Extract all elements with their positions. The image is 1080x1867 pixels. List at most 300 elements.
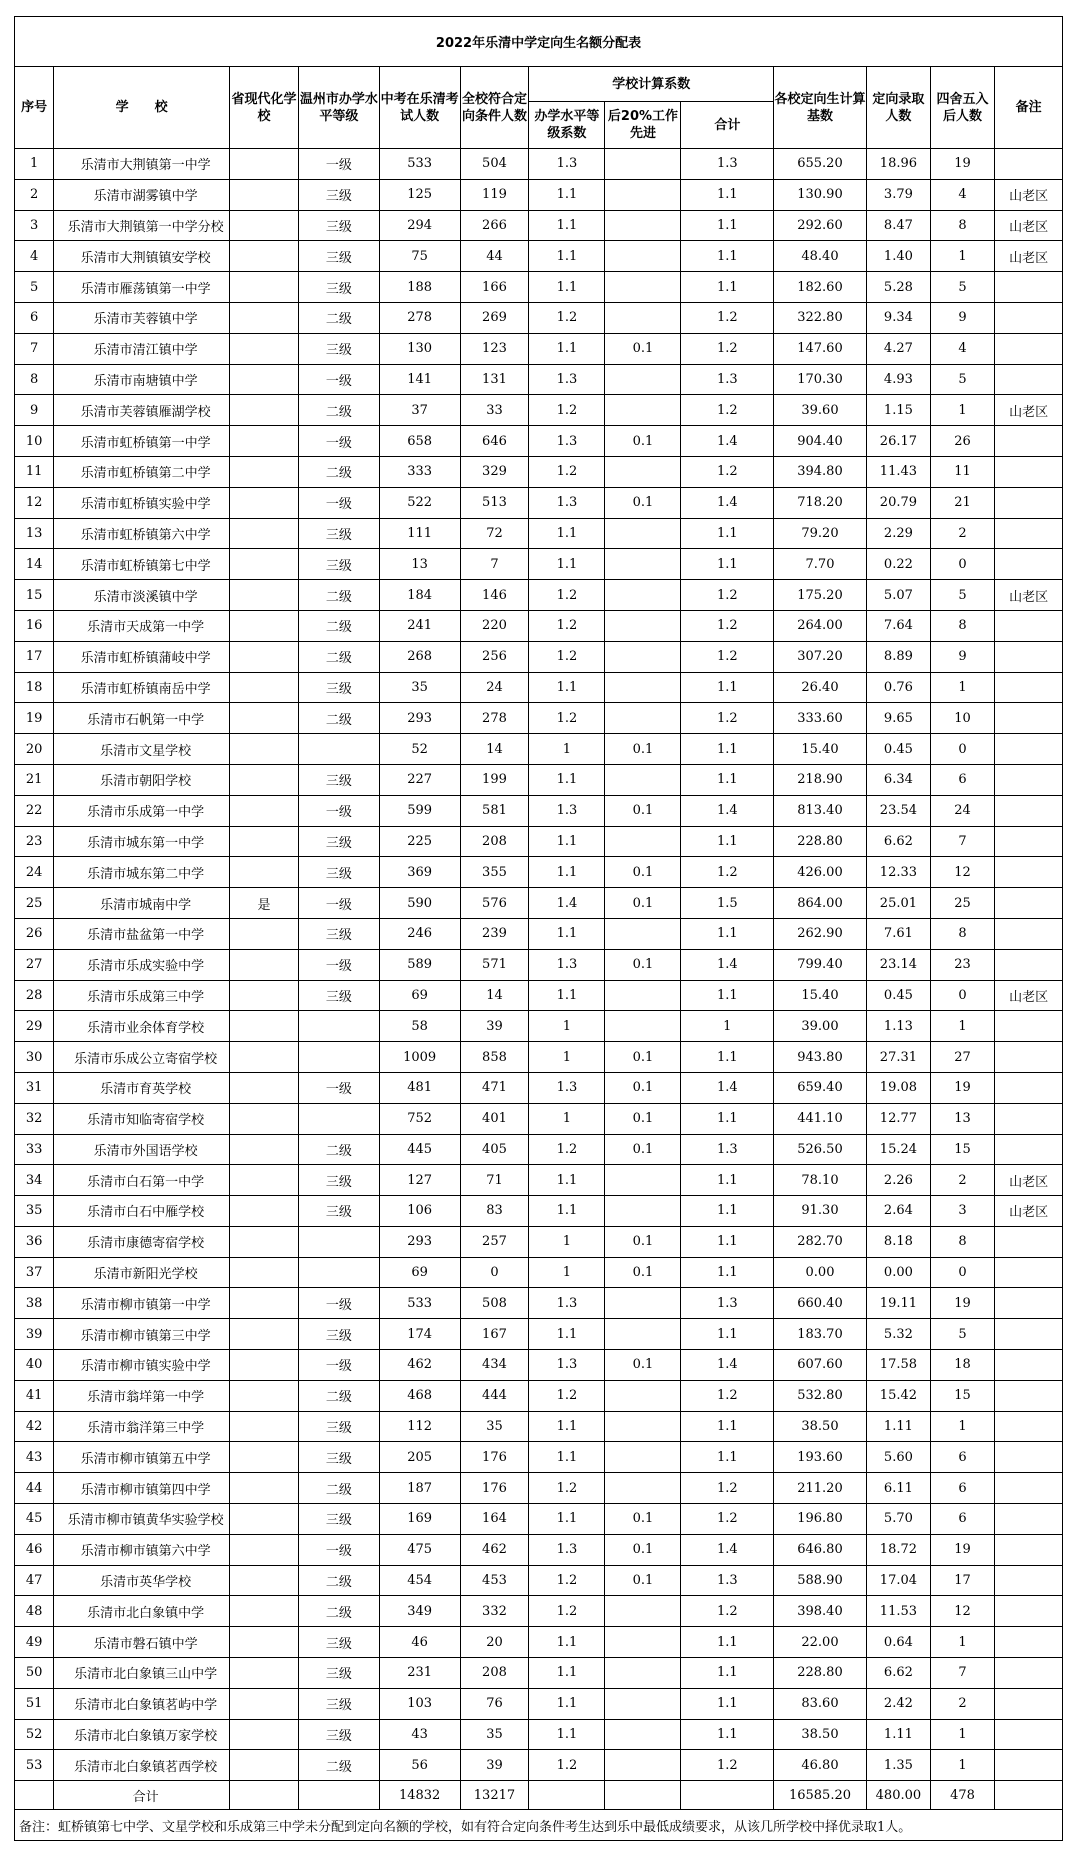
table-row (15, 703, 1063, 734)
cell-remark (995, 364, 1063, 395)
cell-coef-total: 1.2 (681, 580, 774, 611)
cell-remark (995, 1473, 1063, 1504)
cell-bottom20 (605, 1165, 681, 1196)
cell-admit: 2.26 (866, 1165, 930, 1196)
cell-admit: 2.29 (866, 518, 930, 549)
cell-school: 乐清市清江镇中学 (54, 333, 230, 364)
cell-base: 193.60 (774, 1442, 867, 1473)
cell-eligible: 269 (460, 302, 529, 333)
cell-level: 三级 (298, 549, 379, 580)
cell-level-coef: 1.2 (529, 580, 605, 611)
table-row (15, 1442, 1063, 1473)
cell-index: 31 (15, 1072, 54, 1103)
cell-exam-count: 35 (379, 672, 460, 703)
cell-bottom20 (605, 1319, 681, 1350)
table-row (15, 210, 1063, 241)
cell-rounded: 1 (930, 241, 994, 272)
cell-exam-count: 43 (379, 1719, 460, 1750)
cell-rounded: 1 (930, 1011, 994, 1042)
cell-coef-total: 1.4 (681, 1534, 774, 1565)
cell-remark (995, 1319, 1063, 1350)
total-empty-cell (605, 1781, 681, 1810)
cell-level-coef: 1 (529, 1042, 605, 1073)
cell-exam-count: 184 (379, 580, 460, 611)
cell-index: 7 (15, 333, 54, 364)
cell-school: 乐清市虹桥镇第六中学 (54, 518, 230, 549)
cell-base: 228.80 (774, 826, 867, 857)
cell-level: 三级 (298, 210, 379, 241)
cell-level: 二级 (298, 610, 379, 641)
cell-bottom20 (605, 1011, 681, 1042)
cell-rounded: 1 (930, 1411, 994, 1442)
cell-bottom20 (605, 703, 681, 734)
cell-level-coef: 1.3 (529, 1288, 605, 1319)
cell-rounded: 25 (930, 888, 994, 919)
cell-admit: 0.00 (866, 1257, 930, 1288)
cell-level-coef: 1.1 (529, 764, 605, 795)
cell-index: 26 (15, 918, 54, 949)
cell-provincial (230, 1565, 299, 1596)
cell-coef-total: 1.2 (681, 1380, 774, 1411)
cell-school: 乐清市湖雾镇中学 (54, 179, 230, 210)
cell-base: 15.40 (774, 734, 867, 765)
table-row (15, 1103, 1063, 1134)
cell-provincial: 是 (230, 888, 299, 919)
cell-admit: 23.14 (866, 949, 930, 980)
cell-level-coef: 1.3 (529, 149, 605, 180)
header-admit: 定向录取人数 (866, 67, 930, 149)
table-row (15, 949, 1063, 980)
cell-level-coef: 1.1 (529, 1165, 605, 1196)
cell-remark: 山老区 (995, 1165, 1063, 1196)
cell-eligible: 76 (460, 1688, 529, 1719)
cell-level: 三级 (298, 518, 379, 549)
cell-bottom20 (605, 210, 681, 241)
cell-admit: 27.31 (866, 1042, 930, 1073)
cell-school: 乐清市虹桥镇南岳中学 (54, 672, 230, 703)
cell-eligible: 239 (460, 918, 529, 949)
cell-coef-total: 1.1 (681, 1165, 774, 1196)
cell-rounded: 4 (930, 333, 994, 364)
cell-school: 乐清市盐盆第一中学 (54, 918, 230, 949)
cell-bottom20 (605, 1288, 681, 1319)
cell-base: 39.60 (774, 395, 867, 426)
cell-level-coef: 1.1 (529, 241, 605, 272)
cell-remark (995, 1011, 1063, 1042)
cell-rounded: 6 (930, 764, 994, 795)
cell-level-coef: 1.1 (529, 1627, 605, 1658)
cell-eligible: 513 (460, 487, 529, 518)
cell-bottom20: 0.1 (605, 1350, 681, 1381)
table-row (15, 364, 1063, 395)
cell-base: 813.40 (774, 795, 867, 826)
table-row (15, 1165, 1063, 1196)
cell-index: 42 (15, 1411, 54, 1442)
cell-admit: 19.11 (866, 1288, 930, 1319)
cell-school: 乐清市天成第一中学 (54, 610, 230, 641)
cell-bottom20 (605, 1750, 681, 1781)
cell-rounded: 18 (930, 1350, 994, 1381)
cell-base: 398.40 (774, 1596, 867, 1627)
cell-provincial (230, 272, 299, 303)
cell-bottom20: 0.1 (605, 1072, 681, 1103)
cell-exam-count: 75 (379, 241, 460, 272)
cell-rounded: 4 (930, 179, 994, 210)
cell-school: 乐清市乐成公立寄宿学校 (54, 1042, 230, 1073)
cell-level-coef: 1.1 (529, 1196, 605, 1227)
cell-base: 170.30 (774, 364, 867, 395)
table-row (15, 149, 1063, 180)
cell-school: 乐清市大荆镇第一中学分校 (54, 210, 230, 241)
cell-level: 三级 (298, 179, 379, 210)
cell-coef-total: 1.1 (681, 210, 774, 241)
cell-eligible: 72 (460, 518, 529, 549)
table-row (15, 1719, 1063, 1750)
cell-level (298, 1226, 379, 1257)
cell-school: 乐清市文星学校 (54, 734, 230, 765)
cell-coef-total: 1.2 (681, 395, 774, 426)
cell-exam-count: 169 (379, 1504, 460, 1535)
cell-base: 607.60 (774, 1350, 867, 1381)
cell-remark (995, 456, 1063, 487)
cell-rounded: 17 (930, 1565, 994, 1596)
cell-base: 196.80 (774, 1504, 867, 1535)
cell-provincial (230, 149, 299, 180)
cell-admit: 15.42 (866, 1380, 930, 1411)
cell-school: 乐清市南塘镇中学 (54, 364, 230, 395)
cell-level-coef: 1.1 (529, 518, 605, 549)
header-eligible: 全校符合定向条件人数 (460, 67, 529, 149)
cell-exam-count: 69 (379, 980, 460, 1011)
cell-school: 乐清市城东第二中学 (54, 857, 230, 888)
cell-remark: 山老区 (995, 210, 1063, 241)
cell-coef-total: 1.3 (681, 1565, 774, 1596)
cell-level: 三级 (298, 241, 379, 272)
cell-level: 三级 (298, 672, 379, 703)
cell-eligible: 453 (460, 1565, 529, 1596)
cell-bottom20 (605, 1411, 681, 1442)
cell-index: 22 (15, 795, 54, 826)
cell-level: 一级 (298, 487, 379, 518)
cell-coef-total: 1.4 (681, 426, 774, 457)
cell-remark (995, 1565, 1063, 1596)
cell-eligible: 462 (460, 1534, 529, 1565)
cell-level (298, 1257, 379, 1288)
cell-base: 130.90 (774, 179, 867, 210)
cell-index: 20 (15, 734, 54, 765)
cell-coef-total: 1.4 (681, 795, 774, 826)
cell-level-coef: 1.1 (529, 1442, 605, 1473)
cell-level-coef: 1.2 (529, 302, 605, 333)
cell-index: 11 (15, 456, 54, 487)
cell-level: 一级 (298, 1350, 379, 1381)
cell-admit: 0.76 (866, 672, 930, 703)
table-row (15, 333, 1063, 364)
cell-bottom20: 0.1 (605, 1257, 681, 1288)
cell-exam-count: 58 (379, 1011, 460, 1042)
cell-level-coef: 1.3 (529, 364, 605, 395)
cell-level-coef: 1.2 (529, 456, 605, 487)
cell-provincial (230, 641, 299, 672)
cell-school: 乐清市白石中雁学校 (54, 1196, 230, 1227)
cell-eligible: 332 (460, 1596, 529, 1627)
table-row (15, 1565, 1063, 1596)
cell-base: 228.80 (774, 1658, 867, 1689)
cell-remark (995, 272, 1063, 303)
table-row (15, 1658, 1063, 1689)
cell-eligible: 123 (460, 333, 529, 364)
cell-level: 二级 (298, 456, 379, 487)
cell-rounded: 2 (930, 1165, 994, 1196)
cell-index: 12 (15, 487, 54, 518)
cell-coef-total: 1.1 (681, 1627, 774, 1658)
cell-bottom20 (605, 302, 681, 333)
cell-provincial (230, 764, 299, 795)
cell-remark (995, 487, 1063, 518)
cell-provincial (230, 426, 299, 457)
cell-coef-total: 1.1 (681, 518, 774, 549)
cell-level-coef: 1.1 (529, 1504, 605, 1535)
cell-level: 三级 (298, 333, 379, 364)
header-remark: 备注 (995, 67, 1063, 149)
cell-index: 14 (15, 549, 54, 580)
table-row (15, 888, 1063, 919)
cell-rounded: 12 (930, 1596, 994, 1627)
cell-remark: 山老区 (995, 179, 1063, 210)
cell-base: 646.80 (774, 1534, 867, 1565)
cell-index: 3 (15, 210, 54, 241)
cell-school: 乐清市业余体育学校 (54, 1011, 230, 1042)
cell-index: 21 (15, 764, 54, 795)
cell-school: 乐清市柳市镇第三中学 (54, 1319, 230, 1350)
cell-exam-count: 106 (379, 1196, 460, 1227)
cell-coef-total: 1.1 (681, 179, 774, 210)
cell-level-coef: 1.1 (529, 210, 605, 241)
cell-index: 41 (15, 1380, 54, 1411)
header-coef-group: 学校计算系数 (529, 67, 774, 102)
header-base: 各校定向生计算基数 (774, 67, 867, 149)
header-bottom20: 后20%工作先进 (605, 102, 681, 149)
cell-admit: 7.61 (866, 918, 930, 949)
cell-provincial (230, 549, 299, 580)
cell-index: 23 (15, 826, 54, 857)
cell-level-coef: 1.2 (529, 703, 605, 734)
cell-base: 264.00 (774, 610, 867, 641)
cell-level: 三级 (298, 918, 379, 949)
cell-bottom20: 0.1 (605, 888, 681, 919)
cell-level-coef: 1.1 (529, 1319, 605, 1350)
cell-remark (995, 549, 1063, 580)
cell-bottom20: 0.1 (605, 1534, 681, 1565)
cell-eligible: 208 (460, 826, 529, 857)
cell-base: 218.90 (774, 764, 867, 795)
cell-admit: 11.43 (866, 456, 930, 487)
cell-school: 乐清市大荆镇第一中学 (54, 149, 230, 180)
cell-level: 一级 (298, 1288, 379, 1319)
cell-remark: 山老区 (995, 580, 1063, 611)
cell-school: 乐清市雁荡镇第一中学 (54, 272, 230, 303)
cell-base: 211.20 (774, 1473, 867, 1504)
cell-coef-total: 1.1 (681, 1257, 774, 1288)
cell-coef-total: 1 (681, 1011, 774, 1042)
cell-level: 二级 (298, 1596, 379, 1627)
cell-provincial (230, 857, 299, 888)
cell-admit: 17.04 (866, 1565, 930, 1596)
table-row (15, 1473, 1063, 1504)
cell-exam-count: 103 (379, 1688, 460, 1719)
cell-level: 二级 (298, 1750, 379, 1781)
cell-index: 16 (15, 610, 54, 641)
table-row (15, 580, 1063, 611)
cell-level: 三级 (298, 826, 379, 857)
cell-provincial (230, 364, 299, 395)
cell-admit: 15.24 (866, 1134, 930, 1165)
cell-bottom20 (605, 1380, 681, 1411)
cell-base: 307.20 (774, 641, 867, 672)
cell-provincial (230, 1596, 299, 1627)
cell-coef-total: 1.1 (681, 1658, 774, 1689)
cell-exam-count: 293 (379, 703, 460, 734)
table-row (15, 1196, 1063, 1227)
cell-rounded: 13 (930, 1103, 994, 1134)
cell-level-coef: 1.1 (529, 1719, 605, 1750)
cell-provincial (230, 1226, 299, 1257)
cell-provincial (230, 610, 299, 641)
cell-exam-count: 188 (379, 272, 460, 303)
cell-admit: 1.35 (866, 1750, 930, 1781)
allocation-table-container (14, 16, 1063, 1841)
cell-level: 一级 (298, 888, 379, 919)
cell-provincial (230, 1534, 299, 1565)
cell-remark (995, 1627, 1063, 1658)
cell-bottom20 (605, 149, 681, 180)
cell-remark (995, 1719, 1063, 1750)
cell-school: 乐清市朝阳学校 (54, 764, 230, 795)
cell-index: 47 (15, 1565, 54, 1596)
header-level: 温州市办学水平等级 (298, 67, 379, 149)
cell-bottom20: 0.1 (605, 1226, 681, 1257)
cell-index: 33 (15, 1134, 54, 1165)
cell-provincial (230, 1288, 299, 1319)
cell-eligible: 39 (460, 1011, 529, 1042)
cell-provincial (230, 1750, 299, 1781)
table-row (15, 826, 1063, 857)
cell-school: 乐清市乐成第一中学 (54, 795, 230, 826)
cell-admit: 6.62 (866, 826, 930, 857)
cell-eligible: 858 (460, 1042, 529, 1073)
cell-eligible: 35 (460, 1719, 529, 1750)
cell-school: 乐清市乐成实验中学 (54, 949, 230, 980)
table-row (15, 641, 1063, 672)
cell-rounded: 0 (930, 549, 994, 580)
cell-admit: 1.40 (866, 241, 930, 272)
cell-admit: 3.79 (866, 179, 930, 210)
cell-level-coef: 1 (529, 734, 605, 765)
table-row (15, 395, 1063, 426)
cell-level (298, 1011, 379, 1042)
cell-base: 26.40 (774, 672, 867, 703)
cell-bottom20: 0.1 (605, 857, 681, 888)
cell-provincial (230, 672, 299, 703)
cell-admit: 0.45 (866, 734, 930, 765)
cell-remark (995, 1596, 1063, 1627)
cell-level: 二级 (298, 1134, 379, 1165)
cell-level: 一级 (298, 949, 379, 980)
cell-level: 二级 (298, 1380, 379, 1411)
cell-exam-count: 52 (379, 734, 460, 765)
table-title: 2022年乐清中学定向生名额分配表 (15, 17, 1063, 67)
cell-bottom20: 0.1 (605, 426, 681, 457)
cell-remark (995, 734, 1063, 765)
cell-base: 441.10 (774, 1103, 867, 1134)
cell-rounded: 8 (930, 918, 994, 949)
cell-base: 904.40 (774, 426, 867, 457)
cell-admit: 1.11 (866, 1411, 930, 1442)
cell-remark (995, 1257, 1063, 1288)
header-index: 序号 (15, 67, 54, 149)
total-base: 16585.20 (774, 1781, 867, 1810)
cell-provincial (230, 1072, 299, 1103)
cell-remark (995, 1042, 1063, 1073)
cell-exam-count: 56 (379, 1750, 460, 1781)
cell-rounded: 15 (930, 1134, 994, 1165)
cell-exam-count: 13 (379, 549, 460, 580)
table-row (15, 1380, 1063, 1411)
table-row (15, 1011, 1063, 1042)
cell-index: 1 (15, 149, 54, 180)
cell-provincial (230, 487, 299, 518)
cell-level: 一级 (298, 149, 379, 180)
header-school: 学 校 (54, 67, 230, 149)
cell-bottom20 (605, 1473, 681, 1504)
cell-bottom20 (605, 364, 681, 395)
cell-bottom20 (605, 1658, 681, 1689)
cell-rounded: 2 (930, 518, 994, 549)
cell-rounded: 24 (930, 795, 994, 826)
table-row (15, 1350, 1063, 1381)
cell-remark (995, 1442, 1063, 1473)
cell-school: 乐清市外国语学校 (54, 1134, 230, 1165)
cell-school: 乐清市城东第一中学 (54, 826, 230, 857)
cell-school: 乐清市柳市镇第五中学 (54, 1442, 230, 1473)
cell-base: 147.60 (774, 333, 867, 364)
cell-rounded: 5 (930, 272, 994, 303)
cell-eligible: 14 (460, 980, 529, 1011)
cell-provincial (230, 210, 299, 241)
total-empty-cell (681, 1781, 774, 1810)
cell-bottom20: 0.1 (605, 1042, 681, 1073)
cell-rounded: 10 (930, 703, 994, 734)
cell-provincial (230, 333, 299, 364)
cell-bottom20 (605, 179, 681, 210)
cell-base: 38.50 (774, 1719, 867, 1750)
cell-school: 乐清市柳市镇实验中学 (54, 1350, 230, 1381)
cell-index: 29 (15, 1011, 54, 1042)
cell-level: 二级 (298, 1565, 379, 1596)
cell-rounded: 21 (930, 487, 994, 518)
cell-coef-total: 1.2 (681, 1750, 774, 1781)
cell-coef-total: 1.3 (681, 149, 774, 180)
cell-exam-count: 174 (379, 1319, 460, 1350)
cell-provincial (230, 1411, 299, 1442)
cell-admit: 7.64 (866, 610, 930, 641)
cell-provincial (230, 1319, 299, 1350)
cell-bottom20: 0.1 (605, 1134, 681, 1165)
cell-admit: 0.64 (866, 1627, 930, 1658)
table-row (15, 487, 1063, 518)
cell-eligible: 167 (460, 1319, 529, 1350)
cell-coef-total: 1.2 (681, 1473, 774, 1504)
